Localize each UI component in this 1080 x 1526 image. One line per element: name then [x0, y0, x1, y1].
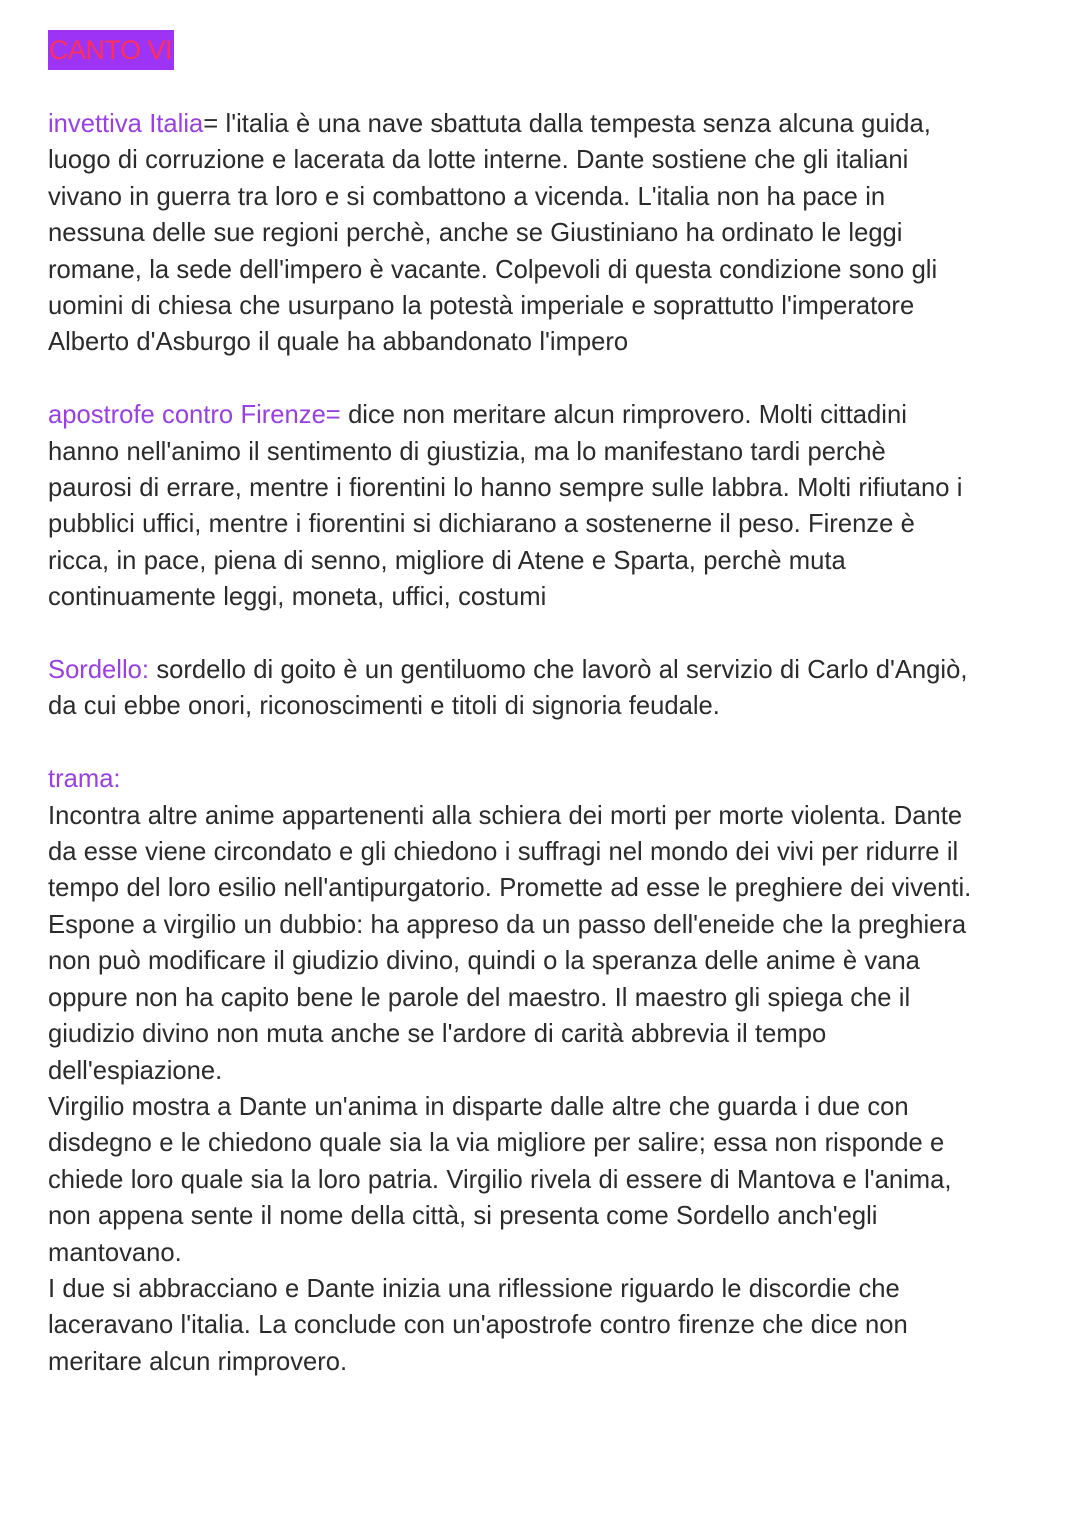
page-title: CANTO VI	[48, 30, 174, 70]
line-text: dell'espiazione.	[48, 1056, 223, 1085]
text-line	[48, 834, 1048, 870]
text-line	[48, 179, 1048, 215]
line-text: non può modificare il giudizio divino, quindi o la speranza delle anime è vana	[48, 947, 920, 976]
line-text: chiede loro quale sia la loro patria. Virgilio rivela di essere di Mantova e l'anima,	[48, 1165, 952, 1194]
text-line	[48, 980, 1048, 1016]
line-text: vivano in guerra tra loro e si combattono a vicenda. L'italia non ha pace in	[48, 182, 886, 211]
line-text: I due si abbracciano e Dante inizia una riflessione riguardo le discordie che	[48, 1274, 900, 1303]
line-text: ricca, in pace, piena di senno, migliore di Atene e Sparta, perchè muta	[48, 546, 846, 575]
section-0	[48, 106, 1048, 361]
line-text: l'italia è una nave sbattuta dalla tempesta senza alcuna guida,	[218, 110, 931, 138]
line-text: paurosi di errare, mentre i fiorentini lo hanno sempre sulle labbra. Molti rifiutano i	[48, 474, 963, 503]
text-line	[48, 688, 1048, 724]
text-line	[48, 1162, 1048, 1198]
text-line	[48, 652, 1048, 688]
line-text: Espone a virgilio un dubbio: ha appreso da un passo dell'eneide che la preghiera	[48, 910, 967, 939]
text-line	[48, 1271, 1048, 1307]
text-line	[48, 397, 1048, 433]
text-line	[48, 943, 1048, 979]
section-label: Sordello:	[48, 656, 150, 685]
line-text: hanno nell'animo il sentimento di giustizia, ma lo manifestano tardi perchè	[48, 437, 886, 466]
text-line	[48, 870, 1048, 906]
section-label: apostrofe contro Firenze=	[48, 401, 341, 430]
text-line	[48, 470, 1048, 506]
line-text: da esse viene circondato e gli chiedono i suffragi nel mondo dei vivi per ridurre il	[48, 838, 959, 867]
section-label-suffix: =	[203, 110, 219, 138]
line-text: Alberto d'Asburgo il quale ha abbandonato l'impero	[48, 328, 629, 357]
line-text: tempo del loro esilio nell'antipurgatorio. Promette ad esse le preghiere dei viventi.	[48, 874, 972, 903]
section-label: trama:	[48, 765, 121, 794]
line-text: da cui ebbe onori, riconoscimenti e titoli di signoria feudale.	[48, 692, 720, 721]
line-text: disdegno e le chiedono quale sia la via migliore per salire; essa non risponde e	[48, 1129, 945, 1158]
text-line	[48, 1125, 1048, 1161]
text-line	[48, 215, 1048, 251]
line-text: romane, la sede dell'impero è vacante. Colpevoli di questa condizione sono gli	[48, 255, 938, 284]
section-3	[48, 761, 1048, 1380]
text-line	[48, 434, 1048, 470]
text-line	[48, 579, 1048, 615]
line-text: non appena sente il nome della città, si presenta come Sordello anch'egli	[48, 1202, 878, 1231]
line-text: laceravano l'italia. La conclude con un'apostrofe contro firenze che dice non	[48, 1311, 908, 1340]
text-line	[48, 252, 1048, 288]
text-line	[48, 288, 1048, 324]
line-text: luogo di corruzione e lacerata da lotte interne. Dante sostiene che gli italiani	[48, 146, 909, 175]
text-line	[48, 324, 1048, 360]
text-line	[48, 142, 1048, 178]
section-1	[48, 397, 1048, 615]
line-text: continuamente leggi, moneta, uffici, costumi	[48, 583, 547, 612]
text-line	[48, 1089, 1048, 1125]
text-line	[48, 543, 1048, 579]
text-line	[48, 1235, 1048, 1271]
document-page	[48, 30, 1048, 1417]
line-text: mantovano.	[48, 1238, 182, 1267]
text-line	[48, 1053, 1048, 1089]
text-line	[48, 1307, 1048, 1343]
text-line	[48, 761, 1048, 797]
line-text: oppure non ha capito bene le parole del maestro. Il maestro gli spiega che il	[48, 983, 911, 1012]
section-2	[48, 652, 1048, 725]
line-text: pubblici uffici, mentre i fiorentini si dichiarano a sostenerne il peso. Firenze è	[48, 510, 915, 539]
line-text: giudizio divino non muta anche se l'ardore di carità abbrevia il tempo	[48, 1020, 827, 1049]
line-text: meritare alcun rimprovero.	[48, 1347, 348, 1376]
section-label: invettiva Italia	[48, 110, 204, 138]
line-text: sordello di goito è un gentiluomo che lavorò al servizio di Carlo d'Angiò,	[149, 656, 968, 685]
line-text: uomini di chiesa che usurpano la potestà imperiale e soprattutto l'imperatore	[48, 292, 915, 321]
line-text: nessuna delle sue regioni perchè, anche se Giustiniano ha ordinato le leggi	[48, 219, 903, 248]
text-line	[48, 1344, 1048, 1380]
line-text: Virgilio mostra a Dante un'anima in disparte dalle altre che guarda i due con	[48, 1092, 909, 1121]
text-line	[48, 106, 1048, 142]
text-line	[48, 1016, 1048, 1052]
sections-container	[48, 106, 1048, 1380]
line-text: dice non meritare alcun rimprovero. Molti cittadini	[340, 401, 907, 430]
line-text: Incontra altre anime appartenenti alla schiera dei morti per morte violenta. Dante	[48, 801, 963, 830]
text-line	[48, 506, 1048, 542]
title-wrap	[48, 30, 1048, 70]
text-line	[48, 798, 1048, 834]
text-line	[48, 1198, 1048, 1234]
text-line	[48, 907, 1048, 943]
